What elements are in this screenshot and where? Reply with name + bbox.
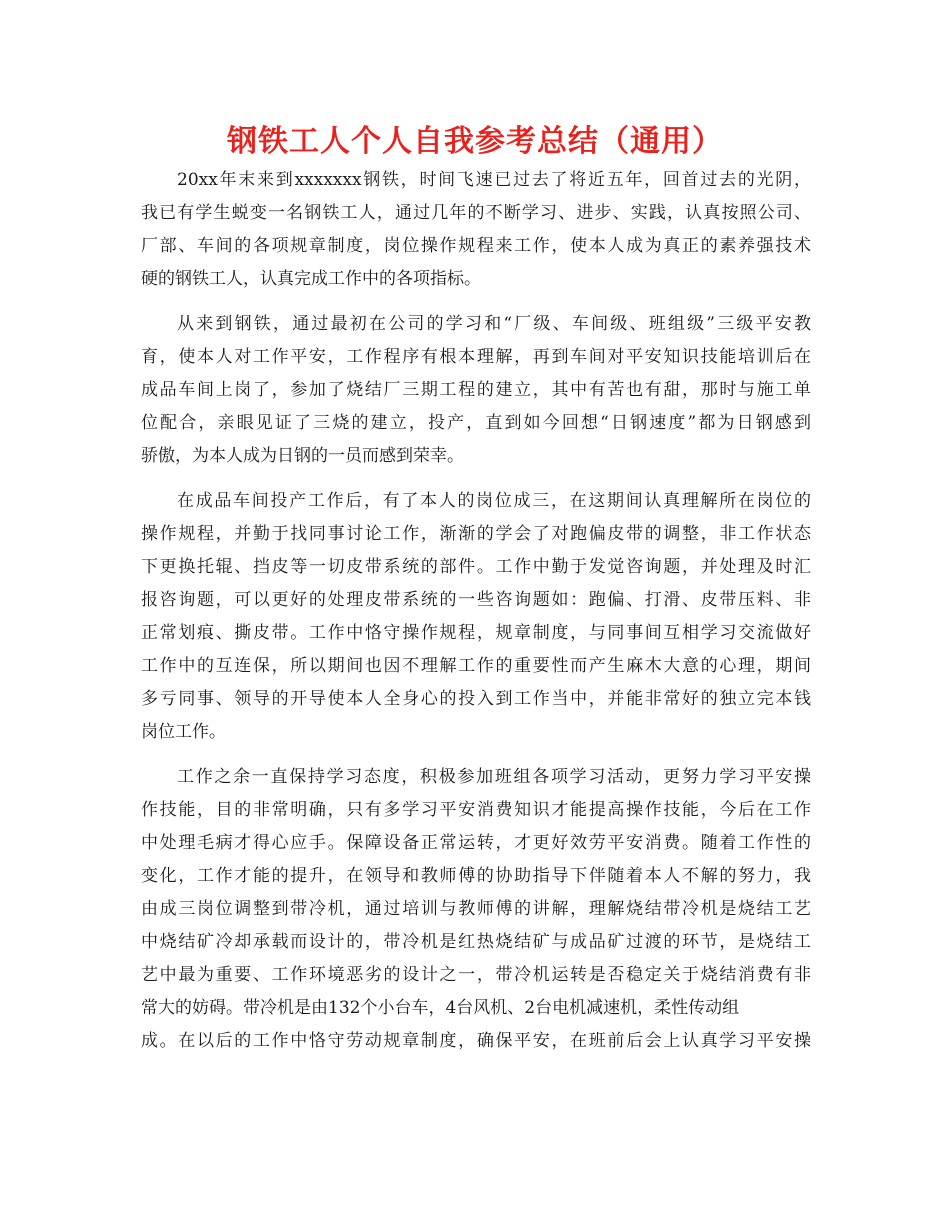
- text-line: 中烧结矿冷却承载而设计的，带冷机是红热烧结矿与成品矿过渡的环节，是烧结工: [141, 932, 811, 952]
- text-line: 常大的妨碍。带冷机是由132个小台车，4台风机、2台电机减速机，柔性传动组: [141, 998, 740, 1018]
- paragraph: [141, 164, 811, 296]
- text-line: 骄傲，为本人成为日钢的一员而感到荣幸。: [141, 446, 464, 466]
- text-line: 艺中最为重要、工作环境恶劣的设计之一，带冷机运转是否稳定关于烧结消费有非: [141, 965, 811, 985]
- document-title: 钢铁工人个人自我参考总结（通用）: [227, 124, 723, 159]
- text-line: 多亏同事、领导的开导使本人全身心的投入到工作当中，并能非常好的独立完本钱: [141, 689, 811, 709]
- text-line: 从来到钢铁，通过最初在公司的学习和“厂级、车间级、班组级”三级平安教: [177, 314, 811, 334]
- text-line: 育，使本人对工作平安，工作程序有根本理解，再到车间对平安知识技能培训后在: [141, 347, 811, 367]
- text-line: 下更换托辊、挡皮等一切皮带系统的部件。工作中勤于发觉咨询题，并处理及时汇: [141, 557, 811, 577]
- paragraph: [141, 308, 811, 473]
- paragraph: [141, 485, 811, 749]
- text-line: 20xx年末来到xxxxxxx钢铁，时间飞速已过去了将近五年，回首过去的光阴，: [177, 170, 811, 190]
- text-line: 成品车间上岗了，参加了烧结厂三期工程的建立，其中有苦也有甜，那时与施工单: [141, 380, 811, 400]
- text-line: 作技能，目的非常明确，只有多学习平安消费知识才能提高操作技能，今后在工作: [141, 800, 811, 820]
- text-line: 在成品车间投产工作后，有了本人的岗位成三，在这期间认真理解所在岗位的: [177, 491, 811, 511]
- text-line: 我已有学生蜕变一名钢铁工人，通过几年的不断学习、进步、实践，认真按照公司、: [141, 203, 811, 223]
- text-line: 变化，工作才能的提升，在领导和教师傅的协助指导下伴随着本人不解的努力，我: [141, 866, 811, 886]
- text-line: 岗位工作。: [141, 722, 226, 742]
- text-line: 工作中的互连保，所以期间也因不理解工作的重要性而产生麻木大意的心理，期间: [141, 656, 811, 676]
- document-body: [141, 164, 811, 1058]
- paragraph: [141, 761, 811, 1058]
- text-line: 厂部、车间的各项规章制度，岗位操作规程来工作，使本人成为真正的素养强技术: [141, 236, 811, 256]
- text-line: 硬的钢铁工人，认真完成工作中的各项指标。: [141, 269, 481, 289]
- text-line: 中处理毛病才得心应手。保障设备正常运转，才更好效劳平安消费。随着工作性的: [141, 833, 811, 853]
- text-line: 由成三岗位调整到带冷机，通过培训与教师傅的讲解，理解烧结带冷机是烧结工艺: [141, 899, 811, 919]
- text-line: 位配合，亲眼见证了三烧的建立，投产，直到如今回想“日钢速度”都为日钢感到: [141, 413, 811, 433]
- text-line: 报咨询题，可以更好的处理皮带系统的一些咨询题如：跑偏、打滑、皮带压料、非: [141, 590, 811, 610]
- text-line: 操作规程，并勤于找同事讨论工作，渐渐的学会了对跑偏皮带的调整，非工作状态: [141, 524, 811, 544]
- text-line: 正常划痕、撕皮带。工作中恪守操作规程，规章制度，与同事间互相学习交流做好: [141, 623, 811, 643]
- text-line: 工作之余一直保持学习态度，积极参加班组各项学习活动，更努力学习平安操: [177, 767, 811, 787]
- text-line: 成。在以后的工作中恪守劳动规章制度，确保平安，在班前后会上认真学习平安操: [141, 1031, 811, 1051]
